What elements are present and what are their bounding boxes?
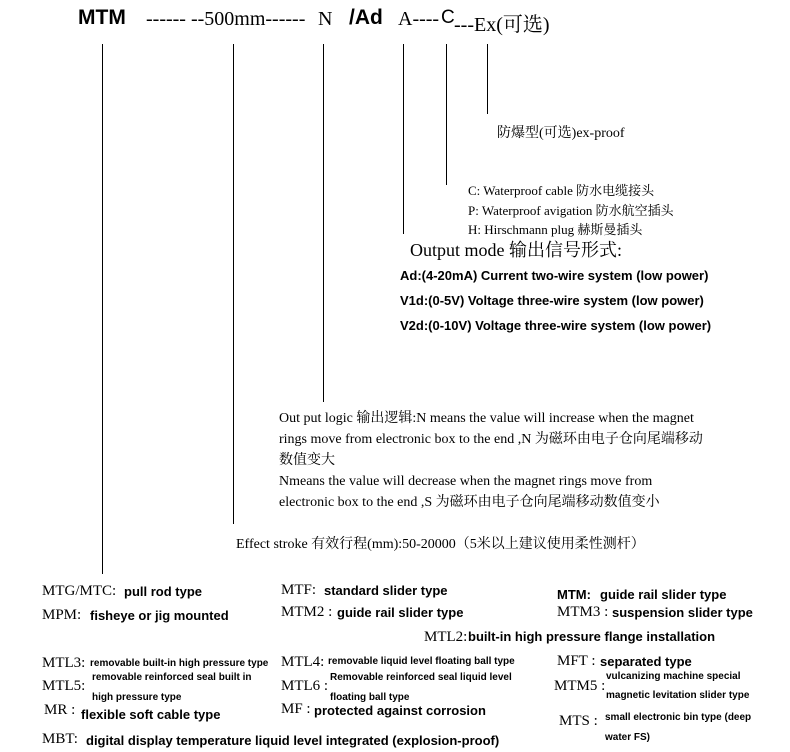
type-desc-mr: flexible soft cable type — [81, 707, 221, 722]
output-logic-block — [279, 408, 703, 513]
type-code-mtm5: MTM5 : — [554, 678, 606, 694]
type-desc-mf: protected against corrosion — [314, 703, 486, 718]
type-desc-mft: separated type — [600, 654, 692, 669]
model-code-mtm: MTM — [78, 6, 126, 29]
output-logic-line-5: electronic box to the end ,S 为磁环由电子仓向尾端移动数值变小 — [279, 495, 660, 510]
type-code-mf: MF : — [281, 701, 311, 717]
output-logic-line-1: Out put logic 输出逻辑:N means the value will increase when the magnet — [279, 411, 694, 426]
type-code-mtm2: MTM2 : — [281, 604, 333, 620]
type-desc-mtl2: built-in high pressure flange installation — [468, 629, 716, 644]
connector-option-p: P: Waterproof avigation 防水航空插头 — [468, 203, 674, 218]
type-code-mtl4: MTL4: — [281, 654, 325, 670]
leader-line-logic — [323, 44, 324, 402]
type-desc-mts-line2: water FS) — [605, 732, 651, 743]
type-desc-mtl5-line2: high pressure type — [92, 692, 182, 703]
output-mode-title: Output mode 输出信号形式: — [410, 240, 622, 260]
model-code-stroke: ------ --500mm------ — [146, 8, 306, 30]
output-logic-line-4: Nmeans the value will decrease when the magnet rings move from — [279, 474, 653, 489]
model-code-connector-a: A---- — [398, 8, 440, 30]
type-code-mtg-mtc: MTG/MTC: — [42, 583, 117, 599]
type-code-mtl3: MTL3: — [42, 655, 86, 671]
connector-option-h: H: Hirschmann plug 赫斯曼插头 — [468, 222, 643, 237]
type-desc-mtg-mtc: pull rod type — [124, 584, 202, 599]
type-desc-mtm3: suspension slider type — [612, 605, 753, 620]
type-code-mr: MR : — [44, 702, 76, 718]
type-desc-mtl5-line1: removable reinforced seal built in — [92, 672, 252, 683]
type-desc-mts-line1: small electronic bin type (deep — [605, 712, 752, 723]
type-code-mft: MFT : — [557, 653, 596, 669]
type-desc-mpm: fisheye or jig mounted — [90, 608, 229, 623]
type-desc-mtl4: removable liquid level floating ball type — [328, 656, 515, 667]
type-code-mtl5: MTL5: — [42, 678, 86, 694]
type-code-mpm: MPM: — [42, 607, 82, 623]
type-desc-mtl6-line1: Removable reinforced seal liquid level — [330, 672, 512, 683]
type-desc-mbt: digital display temperature liquid level integrated (explosion-proof) — [86, 733, 500, 748]
type-code-mts: MTS : — [559, 713, 598, 729]
explosion-proof-label: 防爆型(可选)ex-proof — [497, 126, 625, 141]
type-code-mtl2: MTL2: — [424, 629, 468, 645]
type-code-mbt: MBT: — [42, 731, 78, 747]
output-logic-line-3: 数值变大 — [279, 453, 335, 468]
effect-stroke-label: Effect stroke 有效行程(mm):50-20000（5米以上建议使用柔性测杆） — [236, 537, 645, 552]
type-desc-mtm: guide rail slider type — [600, 587, 727, 602]
type-desc-mtf: standard slider type — [324, 583, 448, 598]
type-code-mtl6: MTL6 : — [281, 678, 329, 694]
model-code-logic: N — [318, 8, 333, 30]
output-mode-v1d: V1d:(0-5V) Voltage three-wire system (low power) — [400, 293, 704, 308]
output-mode-v2d: V2d:(0-10V) Voltage three-wire system (low power) — [400, 318, 712, 333]
type-code-mtf: MTF: — [281, 582, 317, 598]
model-code-connector-c: C — [441, 7, 455, 28]
output-logic-line-2: rings move from electronic box to the end ,N 为磁环由电子仓向尾端移动 — [279, 432, 703, 447]
type-desc-mtm5-line1: vulcanizing machine special — [606, 671, 741, 682]
type-desc-mtm2: guide rail slider type — [337, 605, 464, 620]
leader-line-connector — [446, 44, 447, 185]
type-desc-mtl3: removable built-in high pressure type — [90, 658, 269, 669]
connector-option-c: C: Waterproof cable 防水电缆接头 — [468, 183, 655, 198]
leader-line-type — [102, 44, 103, 574]
type-code-mtm: MTM: — [557, 587, 591, 602]
type-desc-mtl6-line2: floating ball type — [330, 692, 410, 703]
model-code-output: /Ad — [349, 6, 383, 29]
type-code-mtm3: MTM3 : — [557, 604, 609, 620]
output-mode-ad: Ad:(4-20mA) Current two-wire system (low power) — [400, 268, 709, 283]
model-code-ex: ---Ex(可选) — [454, 14, 550, 36]
type-desc-mtm5-line2: magnetic levitation slider type — [606, 690, 750, 701]
leader-line-output — [403, 44, 404, 234]
leader-line-ex — [487, 44, 488, 114]
leader-line-stroke — [233, 44, 234, 524]
